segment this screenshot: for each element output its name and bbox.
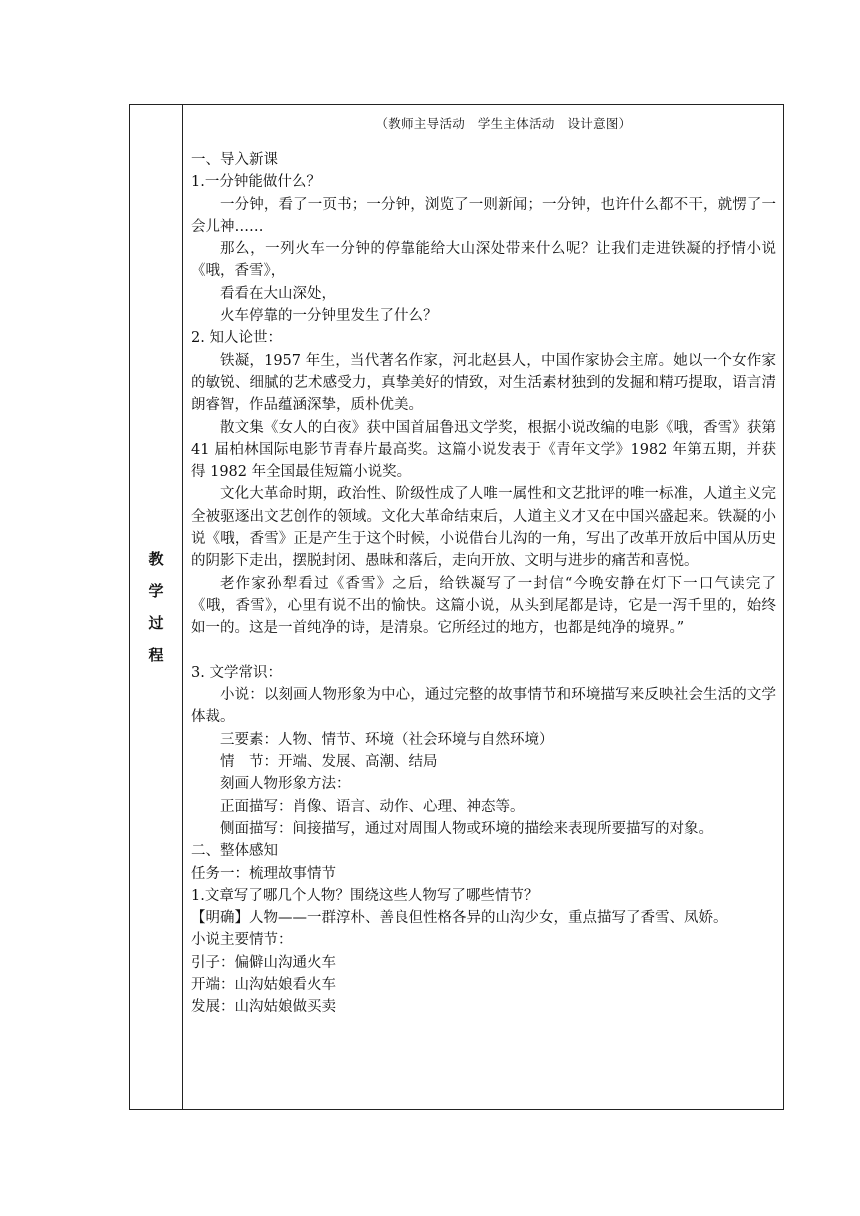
paragraph: 侧面描写：间接描写，通过对周围人物或环境的描绘来表现所要描写的对象。 <box>220 820 713 837</box>
paragraph: 三要素：人物、情节、环境（社会环境与自然环境） <box>220 731 554 748</box>
paragraph: 任务一：梳理故事情节 <box>191 865 336 882</box>
paragraph: 小说主要情节： <box>191 932 293 949</box>
paragraph: 情 节：开端、发展、高潮、结局 <box>220 754 438 771</box>
paragraph: 2. 知人论世： <box>191 330 282 347</box>
header-note: （教师主导活动 学生主体活动 设计意图） <box>375 116 632 131</box>
content-cell <box>183 105 783 1109</box>
paragraph: 引子：偏僻山沟通火车 <box>191 954 336 971</box>
lesson-table <box>129 104 784 1110</box>
paragraph: 正面描写：肖像、语言、动作、心理、神态等。 <box>220 798 525 815</box>
paragraph: 一分钟，看了一页书；一分钟，浏览了一则新闻；一分钟，也许什么都不干，就愣了一会儿神…… <box>191 196 776 235</box>
paragraph: 发展：山沟姑娘做买卖 <box>191 999 336 1016</box>
paragraph: 【明确】人物——一群淳朴、善良但性格各异的山沟少女，重点描写了香雪、凤娇。 <box>191 910 728 927</box>
paragraph: 那么，一列火车一分钟的停靠能给大山深处带来什么呢？让我们走进铁凝的抒情小说《哦，香雪》， <box>191 241 776 280</box>
paragraph: 老作家孙犁看过《香雪》之后，给铁凝写了一封信“今晚安静在灯下一口气读完了《哦，香雪》，心里有说不出的愉快。这篇小说，从头到尾都是诗，它是一泻千里的，始终如一的。这是一首纯净的诗，是清泉。它所经过的地方，也都是纯净的境界。” <box>191 575 776 637</box>
paragraph: 文化大革命时期，政治性、阶级性成了人唯一属性和文艺批评的唯一标准，人道主义完全被驱逐出文艺创作的领域。文化大革命结束后，人道主义才又在中国兴盛起来。铁凝的小说《哦，香雪》正是产生于这个时候，小说借台儿沟的一角，写出了改革开放后中国从历史的阴影下走出，摆脱封闭、愚昧和落后，走向开放、文明与进步的痛苦和喜悦。 <box>191 486 776 570</box>
side-label-char: 程 <box>148 645 164 664</box>
paragraph <box>191 640 776 662</box>
paragraph: 二、整体感知 <box>191 843 278 860</box>
paragraph: 散文集《女人的白夜》获中国首届鲁迅文学奖，根据小说改编的电影《哦，香雪》获第 41 届柏林国际电影节青春片最高奖。这篇小说发表于《青年文学》1982 年第五期，并获得 1982 年全国最佳短篇小说奖。 <box>191 419 776 481</box>
side-label-char: 过 <box>148 613 164 632</box>
paragraph: 一、导入新课 <box>191 152 278 168</box>
paragraph: 1.文章写了哪几个人物？围绕这些人物写了哪些情节？ <box>191 887 539 904</box>
paragraph: 小说：以刻画人物形象为中心，通过完整的故事情节和环境描写来反映社会生活的文学体裁。 <box>191 687 776 726</box>
paragraph: 刻画人物形象方法： <box>220 776 351 793</box>
side-label-char: 学 <box>148 581 164 600</box>
paragraph: 看看在大山深处， <box>220 285 336 302</box>
paragraph: 开端：山沟姑娘看火车 <box>191 976 336 993</box>
side-label-char: 教 <box>148 549 164 568</box>
paragraph: 铁凝，1957 年生，当代著名作家，河北赵县人，中国作家协会主席。她以一个女作家的敏锐、细腻的艺术感受力，真挚美好的情致，对生活素材独到的发掘和精巧提取，语言清朗睿智，作品蕴涵深挚，质朴优美。 <box>191 352 776 414</box>
paragraph: 3. 文学常识： <box>191 664 282 681</box>
paragraph: 火车停靠的一分钟里发生了什么？ <box>220 308 438 325</box>
side-label-cell <box>130 105 182 1109</box>
paragraph-list <box>191 149 776 1019</box>
paragraph: 1.一分钟能做什么？ <box>191 174 321 191</box>
